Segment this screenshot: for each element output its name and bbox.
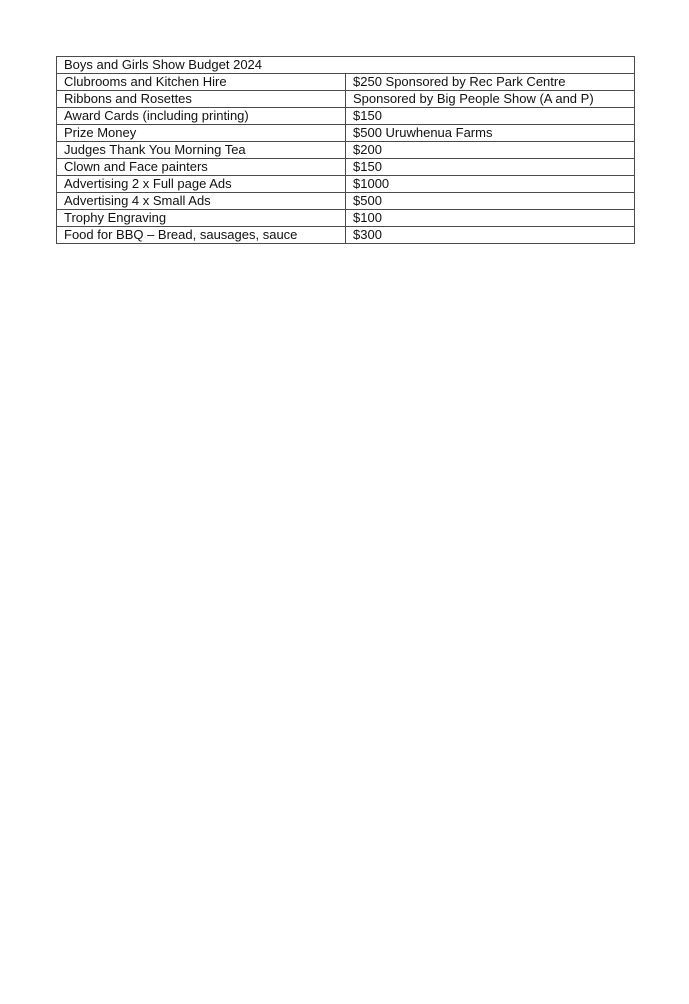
table-title: Boys and Girls Show Budget 2024 xyxy=(57,57,635,74)
table-row xyxy=(57,74,635,91)
amount-cell: $250 Sponsored by Rec Park Centre xyxy=(346,74,635,91)
table-row xyxy=(57,108,635,125)
table-row xyxy=(57,91,635,108)
amount-cell: $1000 xyxy=(346,176,635,193)
table-row xyxy=(57,159,635,176)
table-title-row xyxy=(57,57,635,74)
amount-cell: $150 xyxy=(346,159,635,176)
item-cell: Clubrooms and Kitchen Hire xyxy=(57,74,346,91)
item-cell: Ribbons and Rosettes xyxy=(57,91,346,108)
amount-cell: $200 xyxy=(346,142,635,159)
table-row xyxy=(57,210,635,227)
table-row xyxy=(57,142,635,159)
item-cell: Trophy Engraving xyxy=(57,210,346,227)
amount-cell: Sponsored by Big People Show (A and P) xyxy=(346,91,635,108)
amount-cell: $500 xyxy=(346,193,635,210)
amount-cell: $500 Uruwhenua Farms xyxy=(346,125,635,142)
table-row xyxy=(57,125,635,142)
budget-table xyxy=(56,56,635,244)
item-cell: Food for BBQ – Bread, sausages, sauce xyxy=(57,227,346,244)
item-cell: Advertising 2 x Full page Ads xyxy=(57,176,346,193)
table-row xyxy=(57,193,635,210)
table-row xyxy=(57,227,635,244)
item-cell: Prize Money xyxy=(57,125,346,142)
item-cell: Advertising 4 x Small Ads xyxy=(57,193,346,210)
amount-cell: $300 xyxy=(346,227,635,244)
amount-cell: $150 xyxy=(346,108,635,125)
table-row xyxy=(57,176,635,193)
item-cell: Award Cards (including printing) xyxy=(57,108,346,125)
amount-cell: $100 xyxy=(346,210,635,227)
item-cell: Clown and Face painters xyxy=(57,159,346,176)
item-cell: Judges Thank You Morning Tea xyxy=(57,142,346,159)
